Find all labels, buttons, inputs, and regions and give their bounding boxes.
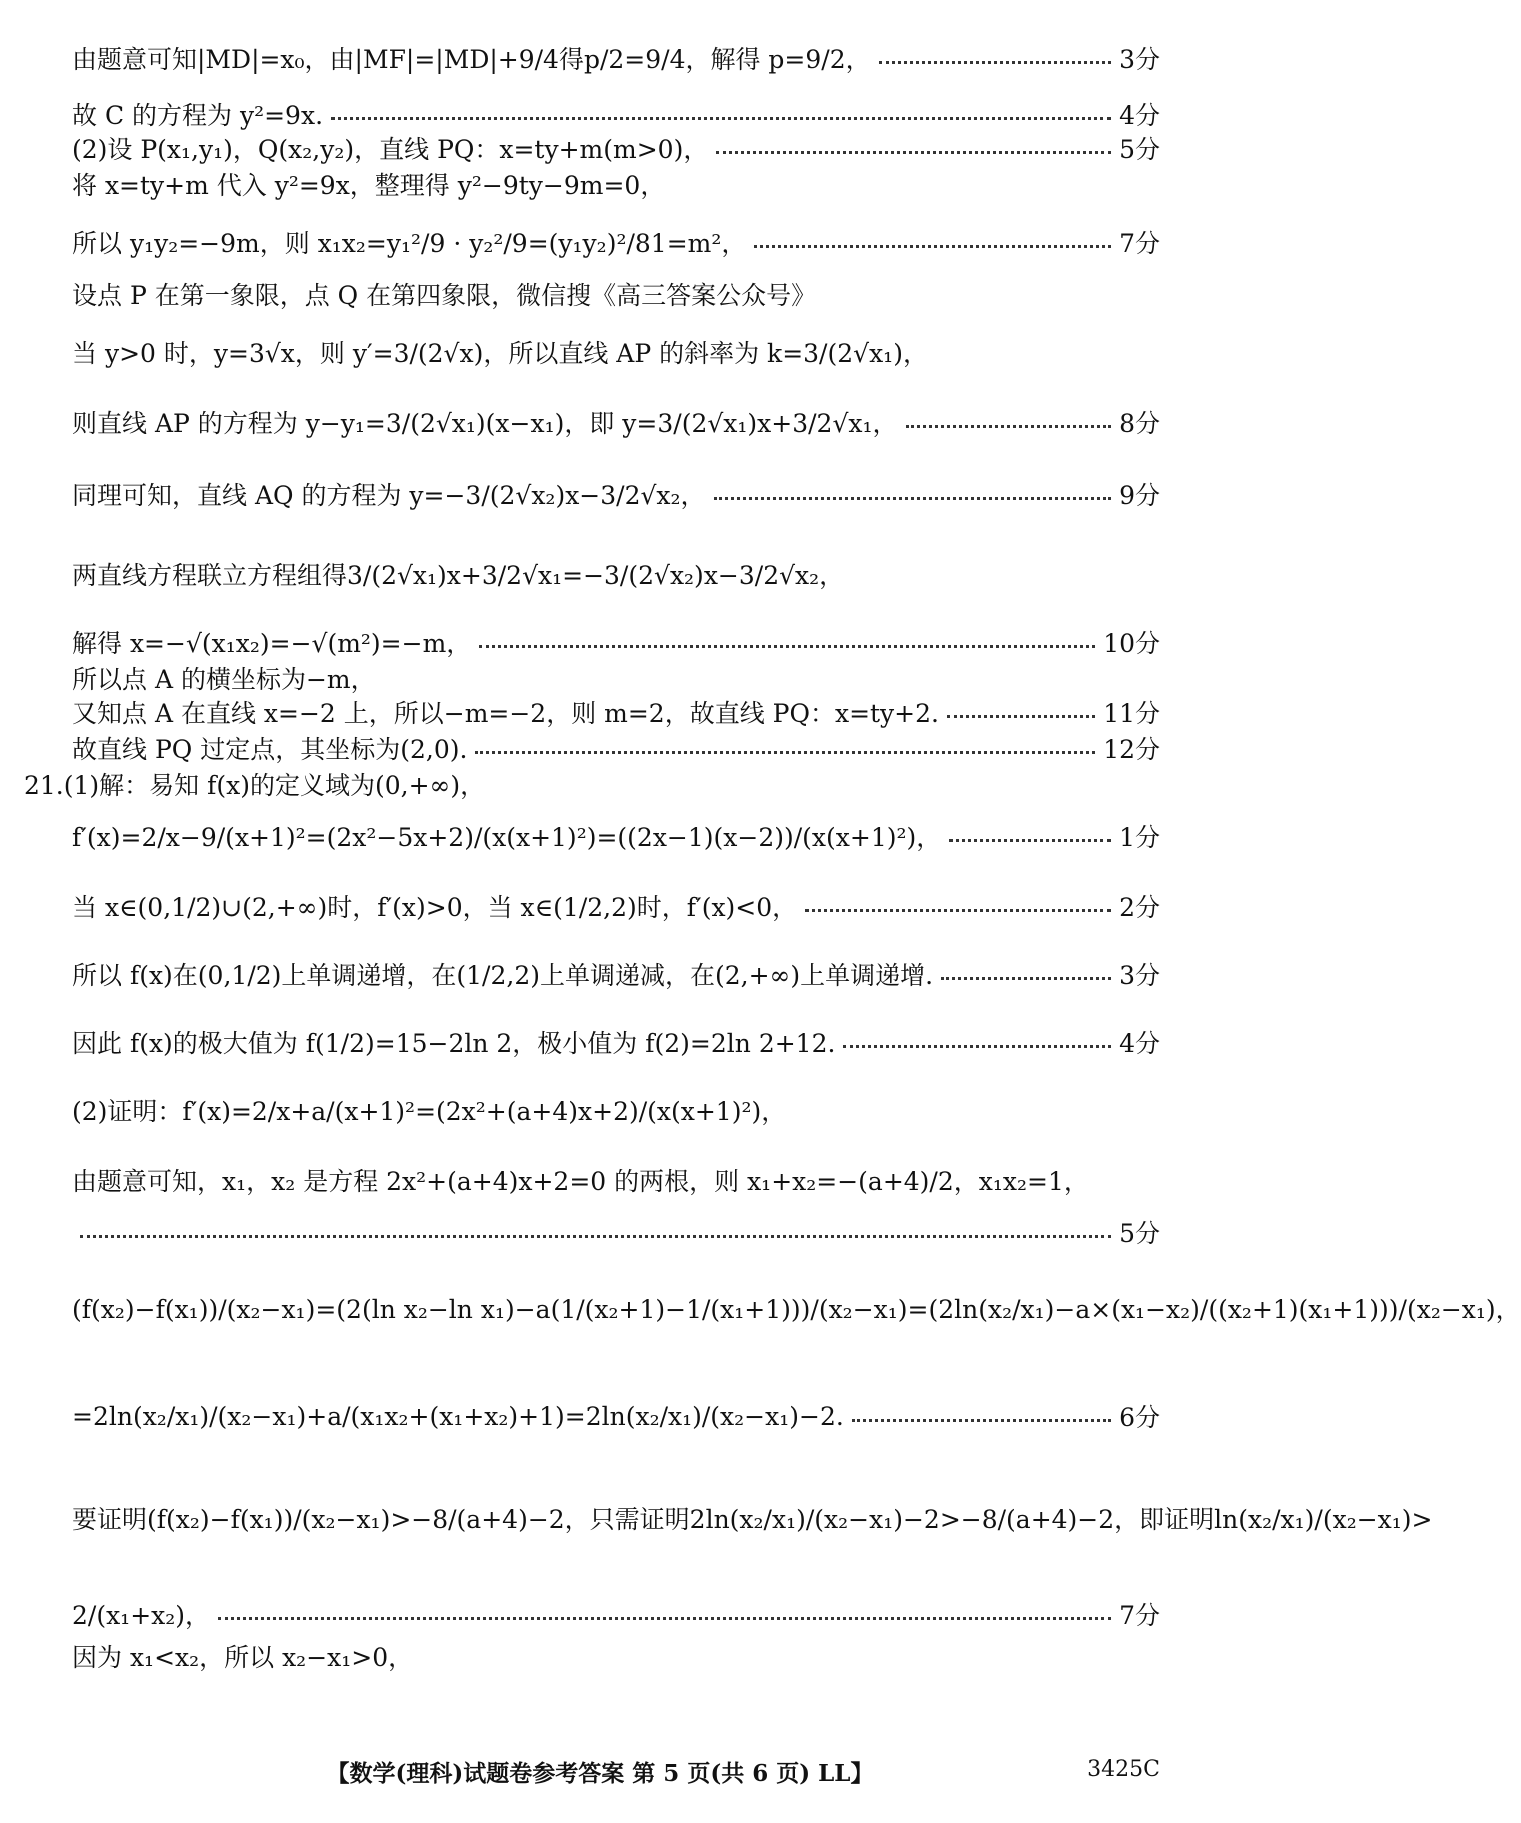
line-5: 所以 y₁y₂=−9m，则 x₁x₂=y₁²/9 · y₂²/9=(y₁y₂)²/81=m²， 7分 [72, 224, 1160, 260]
line-14: 故直线 PQ 过定点，其坐标为(2,0). 12分 [72, 730, 1160, 766]
leader-dots [947, 715, 1095, 718]
score: 3分 [1119, 45, 1160, 74]
leader-dots [941, 977, 1111, 980]
leader-dots [843, 1045, 1111, 1048]
leader-dots [218, 1617, 1111, 1620]
page-footer: 【数学(理科)试题卷参考答案 第 5 页(共 6 页) LL】 [326, 1760, 874, 1787]
leader-dots [331, 117, 1111, 120]
score: 5分 [1119, 135, 1160, 164]
line-11: 解得 x=−√(x₁x₂)=−√(m²)=−m， 10分 [72, 624, 1160, 660]
leader-dots [852, 1419, 1111, 1422]
leader-dots [714, 497, 1112, 500]
line-7: 当 y>0 时，y=3√x，则 y′=3/(2√x)，所以直线 AP 的斜率为 k=3/(2√x₁)， [72, 339, 928, 368]
line-22 [72, 1214, 1160, 1250]
leader-dots [716, 151, 1111, 154]
score: 9分 [1119, 481, 1160, 510]
score: 5分 [1119, 1219, 1160, 1248]
line-2: 故 C 的方程为 y²=9x. 4分 [72, 96, 1160, 132]
line-1: 由题意可知|MD|=x₀，由|MF|=|MD|+9/4得p/2=9/4，解得 p=9/2， 3分 [72, 40, 1160, 76]
score: 12分 [1103, 735, 1160, 764]
line-18: 所以 f(x)在(0,1/2)上单调递增，在(1/2,2)上单调递减，在(2,+∞)上单调递增. 3分 [72, 956, 1160, 992]
leader-dots [805, 909, 1111, 912]
score: 4分 [1119, 1029, 1160, 1058]
leader-dots [475, 751, 1095, 754]
line-12: 所以点 A 的横坐标为−m， [72, 665, 376, 694]
line-24: =2ln(x₂/x₁)/(x₂−x₁)+a/(x₁x₂+(x₁+x₂)+1)=2ln(x₂/x₁)/(x₂−x₁)−2. 6分 [72, 1398, 1160, 1434]
line-27: 因为 x₁<x₂，所以 x₂−x₁>0， [72, 1643, 414, 1672]
leader-dots [906, 425, 1112, 428]
score: 4分 [1119, 101, 1160, 130]
score: 3分 [1119, 961, 1160, 990]
score: 7分 [1119, 1601, 1160, 1630]
score: 2分 [1119, 893, 1160, 922]
line-23: (f(x₂)−f(x₁))/(x₂−x₁)=(2(ln x₂−ln x₁)−a(1/(x₂+1)−1/(x₁+1)))/(x₂−x₁)=(2ln(x₂/x₁)−a×(x₁−x₂)/((x₂+1)(x₁+1)))/(x₂−x₁)， [72, 1295, 1521, 1324]
leader-dots [879, 61, 1111, 64]
line-16: f′(x)=2/x−9/(x+1)²=(2x²−5x+2)/(x(x+1)²)=((2x−1)(x−2))/(x(x+1)²)， 1分 [72, 818, 1160, 854]
line-8: 则直线 AP 的方程为 y−y₁=3/(2√x₁)(x−x₁)，即 y=3/(2√x₁)x+3/2√x₁， 8分 [72, 404, 1160, 440]
line-19: 因此 f(x)的极大值为 f(1/2)=15−2ln 2，极小值为 f(2)=2ln 2+12. 4分 [72, 1024, 1160, 1060]
leader-dots [754, 245, 1111, 248]
line-17: 当 x∈(0,1/2)∪(2,+∞)时，f′(x)>0，当 x∈(1/2,2)时，f′(x)<0， 2分 [72, 888, 1160, 924]
score: 10分 [1103, 629, 1160, 658]
score: 11分 [1103, 699, 1160, 728]
line-15: 21.(1)解：易知 f(x)的定义域为(0,+∞)， [24, 771, 486, 800]
doc-code: 3425C [1087, 1757, 1160, 1782]
line-21: 由题意可知，x₁，x₂ 是方程 2x²+(a+4)x+2=0 的两根，则 x₁+x₂=−(a+4)/2，x₁x₂=1， [72, 1167, 1089, 1196]
leader-dots [479, 645, 1095, 648]
score: 8分 [1119, 409, 1160, 438]
line-20: (2)证明：f′(x)=2/x+a/(x+1)²=(2x²+(a+4)x+2)/(x(x+1)²)， [72, 1097, 787, 1126]
score: 1分 [1119, 823, 1160, 852]
line-9: 同理可知，直线 AQ 的方程为 y=−3/(2√x₂)x−3/2√x₂， 9分 [72, 476, 1160, 512]
line-13: 又知点 A 在直线 x=−2 上，所以−m=−2，则 m=2，故直线 PQ：x=ty+2. 11分 [72, 694, 1160, 730]
line-25: 要证明(f(x₂)−f(x₁))/(x₂−x₁)>−8/(a+4)−2，只需证明2ln(x₂/x₁)/(x₂−x₁)−2>−8/(a+4)−2，即证明ln(x₂/x₁)/(x₂−x₁)> [72, 1505, 1433, 1534]
score: 6分 [1119, 1403, 1160, 1432]
line-4: 将 x=ty+m 代入 y²=9x，整理得 y²−9ty−9m=0， [72, 171, 666, 200]
line-26: 2/(x₁+x₂)， 7分 [72, 1596, 1160, 1632]
score: 7分 [1119, 229, 1160, 258]
line-10: 两直线方程联立方程组得3/(2√x₁)x+3/2√x₁=−3/(2√x₂)x−3/2√x₂， [72, 561, 845, 590]
line-3: (2)设 P(x₁,y₁)，Q(x₂,y₂)，直线 PQ：x=ty+m(m>0)， 5分 [72, 130, 1160, 166]
line-6: 设点 P 在第一象限，点 Q 在第四象限，微信搜《高三答案公众号》 [72, 281, 817, 310]
leader-dots [80, 1235, 1111, 1238]
leader-dots [949, 839, 1111, 842]
